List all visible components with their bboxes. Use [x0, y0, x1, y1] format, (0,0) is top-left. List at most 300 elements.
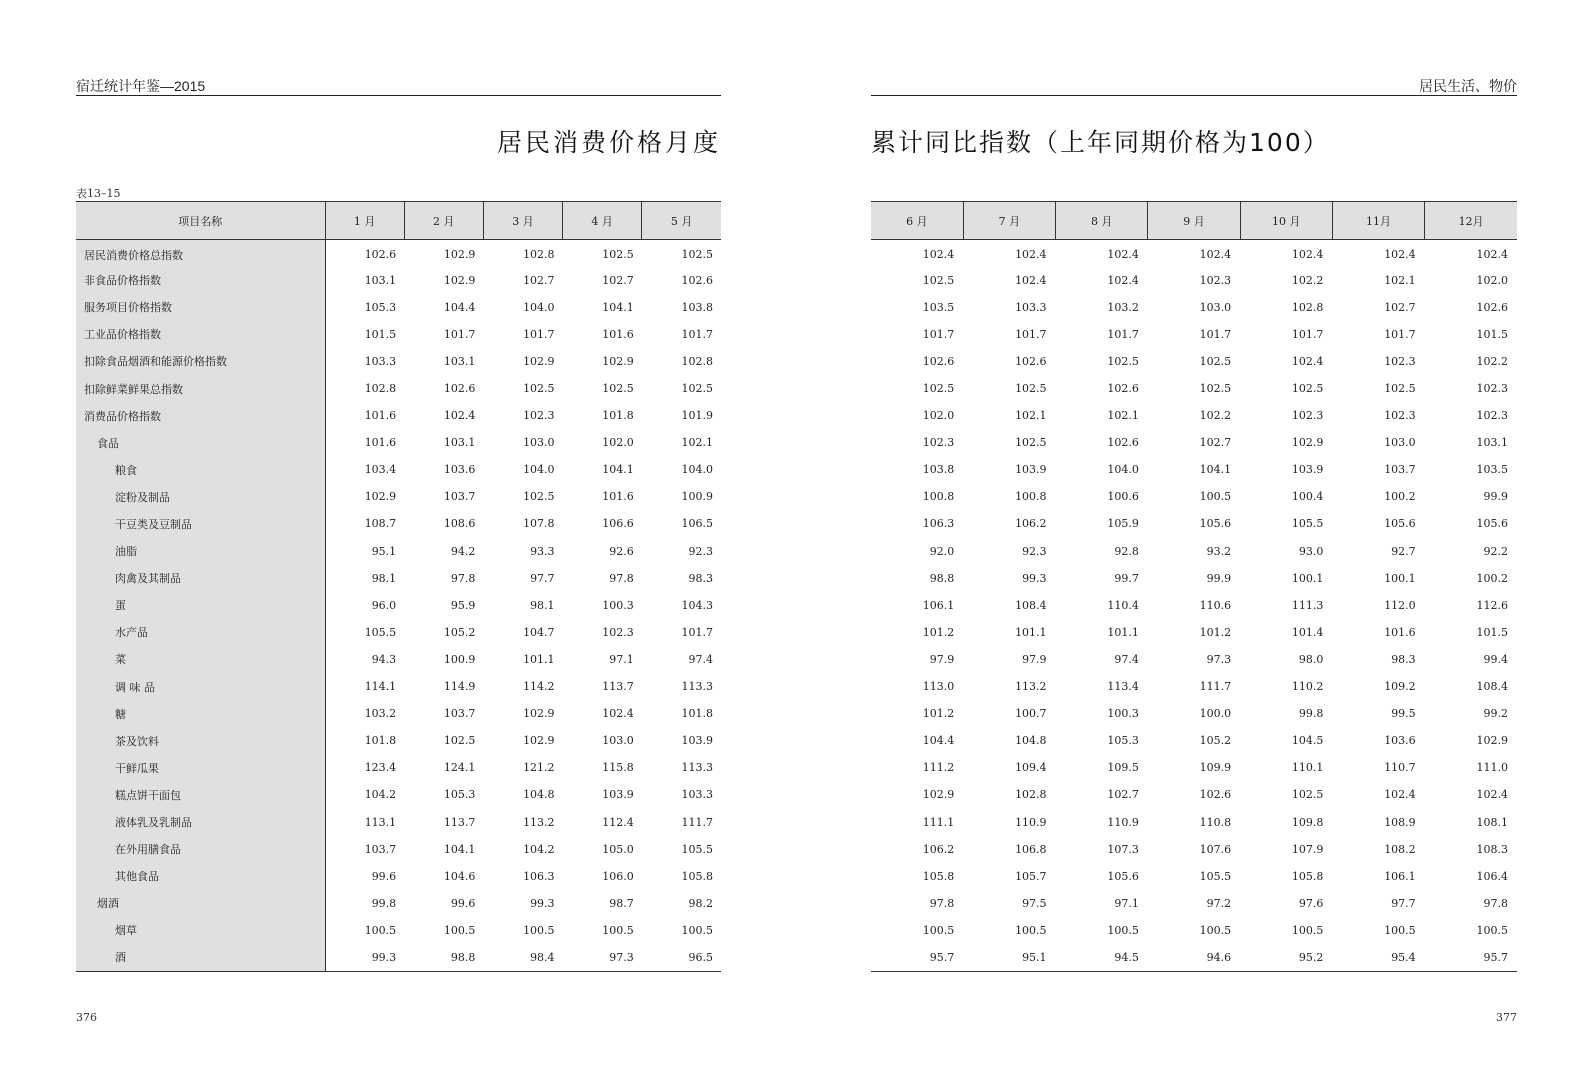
index-value: 111.7: [681, 815, 713, 829]
right-page: [871, 0, 1517, 1077]
index-value: 100.0: [1199, 707, 1232, 721]
index-value: 102.4: [1291, 248, 1324, 262]
index-value: 97.1: [1114, 896, 1139, 910]
index-value: 102.4: [1107, 273, 1139, 287]
index-value: 105.8: [1291, 869, 1324, 883]
table-row: [76, 402, 721, 429]
index-value: 102.7: [1107, 788, 1139, 802]
table-row: [76, 727, 721, 754]
table-row: [871, 510, 1517, 537]
index-value: 103.6: [443, 463, 476, 477]
index-value: 101.6: [602, 490, 634, 504]
row-item-name: 菜: [76, 646, 325, 673]
index-value: 102.3: [1199, 273, 1232, 287]
index-value: 103.4: [364, 463, 397, 477]
index-value: 102.1: [1107, 409, 1139, 423]
index-value: 105.3: [443, 788, 476, 802]
index-value: 95.2: [1240, 944, 1332, 971]
table-row: [76, 294, 721, 321]
index-value: 100.2: [1384, 490, 1416, 504]
row-item-name: 居民消费价格总指数: [76, 240, 325, 267]
index-value: 101.7: [1384, 327, 1416, 341]
index-value: 102.5: [1384, 382, 1416, 396]
index-value: 102.4: [1199, 248, 1232, 262]
index-value: 102.5: [922, 273, 955, 287]
index-value: 102.5: [1199, 354, 1232, 368]
row-item-name: 油脂: [76, 538, 325, 565]
index-value: 102.5: [443, 734, 476, 748]
index-value: 102.9: [922, 788, 955, 802]
index-value: 97.6: [1298, 896, 1324, 910]
index-value: 101.5: [1476, 625, 1508, 639]
index-value: 103.1: [443, 436, 476, 450]
index-value: 103.5: [922, 300, 955, 314]
index-value: 97.8: [609, 571, 634, 585]
row-item-name: 酒: [76, 944, 325, 971]
index-value: 108.7: [364, 517, 397, 531]
table-row: [871, 944, 1517, 971]
index-value: 102.4: [1476, 248, 1508, 262]
table-header-row: [76, 202, 721, 240]
row-item-name: 烟草: [76, 917, 325, 944]
index-value: 109.5: [1107, 761, 1139, 775]
index-value: 105.5: [1291, 517, 1324, 531]
index-value: 106.2: [1015, 517, 1047, 531]
index-value: 103.3: [364, 354, 397, 368]
index-value: 102.6: [1107, 436, 1139, 450]
index-value: 102.1: [1015, 409, 1047, 423]
index-value: 102.9: [1291, 436, 1324, 450]
index-value: 102.3: [922, 436, 955, 450]
index-value: 97.4: [1114, 652, 1139, 666]
index-value: 102.2: [1291, 273, 1324, 287]
index-value: 105.7: [1015, 869, 1047, 883]
index-value: 102.6: [1476, 300, 1508, 314]
index-value: 100.3: [1107, 707, 1139, 721]
page-number-left: 376: [76, 1011, 97, 1024]
index-value: 114.9: [443, 680, 476, 694]
index-value: 103.6: [1384, 734, 1416, 748]
index-value: 102.2: [1476, 354, 1508, 368]
index-value: 97.7: [530, 571, 555, 585]
index-value: 100.5: [1384, 923, 1416, 937]
row-item-name: 干鲜瓜果: [76, 754, 325, 781]
index-value: 102.3: [602, 625, 634, 639]
index-value: 99.5: [1391, 707, 1416, 721]
row-item-name: 烟酒: [76, 890, 325, 917]
index-value: 101.1: [523, 652, 555, 666]
index-value: 104.0: [1107, 463, 1139, 477]
index-value: 106.4: [1476, 869, 1508, 883]
index-value: 104.1: [602, 300, 634, 314]
header-month: 3 月: [483, 202, 562, 240]
index-value: 102.4: [1015, 273, 1047, 287]
index-value: 112.6: [1476, 598, 1508, 612]
price-index-table-right: [871, 201, 1517, 972]
index-value: 111.2: [922, 761, 955, 775]
table-row: [871, 836, 1517, 863]
index-value: 104.1: [602, 463, 634, 477]
index-value: 101.7: [1015, 327, 1047, 341]
running-head-left: 宿迁统计年鉴—2015: [76, 78, 206, 94]
index-value: 99.9: [1483, 490, 1508, 504]
index-value: 102.5: [602, 382, 634, 396]
table-row: [76, 510, 721, 537]
index-value: 99.9: [1206, 571, 1232, 585]
index-value: 110.6: [1199, 598, 1232, 612]
index-value: 102.3: [1476, 409, 1508, 423]
header-month: 12月: [1425, 202, 1517, 240]
header-month: 11月: [1332, 202, 1424, 240]
index-value: 93.2: [1206, 544, 1232, 558]
index-value: 99.3: [530, 896, 555, 910]
index-value: 95.1: [963, 944, 1055, 971]
header-month: 5 月: [642, 202, 721, 240]
index-value: 95.9: [450, 598, 476, 612]
index-value: 110.2: [1291, 680, 1324, 694]
index-value: 102.1: [1384, 273, 1416, 287]
table-body-right: [871, 240, 1517, 972]
index-value: 96.0: [371, 598, 397, 612]
index-value: 103.5: [1476, 463, 1508, 477]
row-item-name: 消费品价格指数: [76, 402, 325, 429]
index-value: 110.8: [1199, 815, 1232, 829]
index-value: 100.9: [443, 652, 476, 666]
table-row: [76, 348, 721, 375]
index-value: 101.2: [922, 625, 955, 639]
index-value: 113.7: [602, 680, 634, 694]
index-value: 100.5: [1291, 923, 1324, 937]
index-value: 103.0: [1384, 436, 1416, 450]
index-value: 102.6: [1199, 788, 1232, 802]
index-value: 106.2: [922, 842, 955, 856]
index-value: 92.0: [929, 544, 955, 558]
index-value: 102.5: [681, 382, 713, 396]
index-value: 102.5: [1199, 382, 1232, 396]
index-value: 92.3: [688, 544, 713, 558]
table-row: [871, 917, 1517, 944]
index-value: 99.6: [371, 869, 397, 883]
index-value: 98.1: [371, 571, 397, 585]
header-month: 6 月: [871, 202, 963, 240]
index-value: 103.9: [1291, 463, 1324, 477]
table-row: [871, 890, 1517, 917]
row-item-name: 水产品: [76, 619, 325, 646]
table-row: [76, 808, 721, 835]
index-value: 102.5: [1291, 382, 1324, 396]
index-value: 101.4: [1291, 625, 1324, 639]
table-row: [871, 267, 1517, 294]
index-value: 103.3: [1015, 300, 1047, 314]
index-value: 102.5: [523, 382, 555, 396]
index-value: 100.5: [1199, 923, 1232, 937]
index-value: 103.0: [602, 734, 634, 748]
index-value: 105.5: [1199, 869, 1232, 883]
row-item-name: 工业品价格指数: [76, 321, 325, 348]
index-value: 93.0: [1298, 544, 1324, 558]
index-value: 106.0: [602, 869, 634, 883]
header-item-name: 项目名称: [76, 202, 325, 240]
index-value: 114.2: [523, 680, 555, 694]
index-value: 102.4: [1291, 354, 1324, 368]
table-row: [871, 863, 1517, 890]
index-value: 103.9: [1015, 463, 1047, 477]
index-value: 105.2: [443, 625, 476, 639]
left-page: [76, 0, 721, 1077]
index-value: 110.7: [1384, 761, 1416, 775]
index-value: 106.3: [922, 517, 955, 531]
index-value: 98.8: [404, 944, 483, 971]
index-value: 104.1: [1199, 463, 1232, 477]
table-row: [871, 619, 1517, 646]
index-value: 99.2: [1483, 707, 1508, 721]
index-value: 101.8: [364, 734, 397, 748]
index-value: 94.6: [1148, 944, 1240, 971]
index-value: 109.4: [1015, 761, 1047, 775]
index-value: 102.6: [681, 273, 713, 287]
row-item-name: 在外用膳食品: [76, 836, 325, 863]
index-value: 115.8: [602, 761, 634, 775]
index-value: 102.3: [1291, 409, 1324, 423]
table-row: [76, 483, 721, 510]
index-value: 99.8: [1298, 707, 1324, 721]
index-value: 100.2: [1476, 571, 1508, 585]
index-value: 97.7: [1391, 896, 1416, 910]
index-value: 98.0: [1298, 652, 1324, 666]
index-value: 101.5: [364, 327, 397, 341]
index-value: 106.6: [602, 517, 634, 531]
index-value: 106.3: [523, 869, 555, 883]
index-value: 102.4: [1107, 248, 1139, 262]
index-value: 103.0: [1199, 300, 1232, 314]
index-value: 103.2: [364, 707, 397, 721]
index-value: 106.5: [681, 517, 713, 531]
index-value: 94.3: [371, 652, 397, 666]
index-value: 104.4: [922, 734, 955, 748]
index-value: 105.6: [1199, 517, 1232, 531]
table-row: [871, 348, 1517, 375]
index-value: 109.8: [1291, 815, 1324, 829]
row-item-name: 服务项目价格指数: [76, 294, 325, 321]
table-row: [76, 944, 721, 971]
index-value: 104.0: [523, 300, 555, 314]
table-number: 表13–15: [76, 187, 121, 200]
row-item-name: 粮食: [76, 456, 325, 483]
index-value: 101.7: [681, 625, 713, 639]
index-value: 106.8: [1015, 842, 1047, 856]
index-value: 102.3: [1384, 354, 1416, 368]
table-row: [871, 646, 1517, 673]
index-value: 105.6: [1476, 517, 1508, 531]
index-value: 99.6: [450, 896, 476, 910]
index-value: 98.3: [688, 571, 713, 585]
index-value: 98.2: [688, 896, 713, 910]
index-value: 103.9: [602, 788, 634, 802]
header-month: 4 月: [563, 202, 642, 240]
index-value: 100.5: [364, 923, 397, 937]
row-item-name: 扣除鲜菜鲜果总指数: [76, 375, 325, 402]
index-value: 104.8: [523, 788, 555, 802]
index-value: 100.1: [1291, 571, 1324, 585]
index-value: 102.9: [523, 707, 555, 721]
index-value: 111.1: [922, 815, 955, 829]
index-value: 110.1: [1291, 761, 1324, 775]
table-row: [76, 429, 721, 456]
index-value: 97.2: [1206, 896, 1232, 910]
index-value: 102.5: [1107, 354, 1139, 368]
index-value: 105.3: [1107, 734, 1139, 748]
index-value: 92.7: [1391, 544, 1416, 558]
index-value: 100.3: [602, 598, 634, 612]
index-value: 105.8: [922, 869, 955, 883]
index-value: 103.7: [364, 842, 397, 856]
table-row: [871, 294, 1517, 321]
index-value: 103.9: [681, 734, 713, 748]
table-row: [76, 456, 721, 483]
index-value: 103.2: [1107, 300, 1139, 314]
row-item-name: 调 味 品: [76, 673, 325, 700]
index-value: 102.4: [1384, 248, 1416, 262]
index-value: 100.9: [681, 490, 713, 504]
table-row: [871, 754, 1517, 781]
index-value: 102.5: [922, 382, 955, 396]
index-value: 108.4: [1476, 680, 1508, 694]
index-value: 107.9: [1291, 842, 1324, 856]
index-value: 111.7: [1199, 680, 1232, 694]
index-value: 105.8: [681, 869, 713, 883]
index-value: 95.4: [1332, 944, 1424, 971]
index-value: 110.4: [1107, 598, 1139, 612]
title-right: 累计同比指数（上年同期价格为100）: [871, 128, 1330, 157]
index-value: 95.1: [371, 544, 397, 558]
index-value: 101.7: [443, 327, 476, 341]
index-value: 104.7: [523, 625, 555, 639]
index-value: 101.7: [922, 327, 955, 341]
index-value: 108.1: [1476, 815, 1508, 829]
index-value: 100.5: [443, 923, 476, 937]
index-value: 103.1: [1476, 436, 1508, 450]
index-value: 102.5: [523, 490, 555, 504]
index-value: 107.3: [1107, 842, 1139, 856]
index-value: 105.2: [1199, 734, 1232, 748]
index-value: 108.4: [1015, 598, 1047, 612]
index-value: 113.7: [443, 815, 476, 829]
table-row: [871, 700, 1517, 727]
index-value: 102.7: [1384, 300, 1416, 314]
index-value: 99.3: [1022, 571, 1047, 585]
index-value: 105.5: [364, 625, 397, 639]
index-value: 98.3: [1391, 652, 1416, 666]
index-value: 97.9: [1022, 652, 1047, 666]
row-item-name: 非食品价格指数: [76, 267, 325, 294]
index-value: 106.1: [1384, 869, 1416, 883]
index-value: 108.3: [1476, 842, 1508, 856]
index-value: 100.6: [1107, 490, 1139, 504]
index-value: 102.9: [523, 734, 555, 748]
header-month: 7 月: [963, 202, 1055, 240]
row-item-name: 干豆类及豆制品: [76, 510, 325, 537]
index-value: 104.0: [681, 463, 713, 477]
index-value: 108.2: [1384, 842, 1416, 856]
table-row: [76, 592, 721, 619]
index-value: 102.4: [602, 707, 634, 721]
index-value: 100.5: [681, 923, 713, 937]
index-value: 109.9: [1199, 761, 1232, 775]
header-month: 9 月: [1148, 202, 1240, 240]
index-value: 101.2: [922, 707, 955, 721]
index-value: 101.7: [1291, 327, 1324, 341]
index-value: 100.5: [1476, 923, 1508, 937]
index-value: 113.0: [922, 680, 955, 694]
index-value: 113.2: [523, 815, 555, 829]
index-value: 97.9: [929, 652, 955, 666]
index-value: 102.1: [681, 436, 713, 450]
running-head-right: 居民生活、物价: [1419, 78, 1517, 94]
header-rule-right: [871, 95, 1517, 96]
index-value: 103.0: [523, 436, 555, 450]
index-value: 101.6: [364, 409, 397, 423]
index-value: 102.9: [443, 273, 476, 287]
index-value: 100.1: [1384, 571, 1416, 585]
index-value: 102.9: [523, 354, 555, 368]
index-value: 100.4: [1291, 490, 1324, 504]
table-row: [871, 592, 1517, 619]
index-value: 100.5: [922, 923, 955, 937]
index-value: 104.2: [523, 842, 555, 856]
index-value: 102.6: [364, 248, 397, 262]
index-value: 102.4: [922, 248, 955, 262]
index-value: 104.8: [1015, 734, 1047, 748]
index-value: 111.0: [1476, 761, 1508, 775]
header-month: 10 月: [1240, 202, 1332, 240]
index-value: 102.6: [1107, 382, 1139, 396]
index-value: 114.1: [364, 680, 397, 694]
index-value: 105.9: [1107, 517, 1139, 531]
table-row: [871, 538, 1517, 565]
index-value: 104.3: [681, 598, 713, 612]
index-value: 103.1: [364, 273, 397, 287]
index-value: 103.3: [681, 788, 713, 802]
title-left: 居民消费价格月度: [496, 128, 721, 157]
table-row: [871, 673, 1517, 700]
index-value: 103.8: [681, 300, 713, 314]
index-value: 97.8: [450, 571, 476, 585]
index-value: 94.5: [1056, 944, 1148, 971]
index-value: 113.1: [364, 815, 397, 829]
header-rule-left: [76, 95, 721, 96]
table-row: [871, 483, 1517, 510]
index-value: 102.3: [1384, 409, 1416, 423]
table-row: [76, 754, 721, 781]
index-value: 102.8: [1015, 788, 1047, 802]
table-row: [76, 565, 721, 592]
index-value: 101.1: [1107, 625, 1139, 639]
table-row: [76, 619, 721, 646]
table-row: [871, 429, 1517, 456]
table-row: [76, 890, 721, 917]
index-value: 101.8: [602, 409, 634, 423]
table-row: [871, 808, 1517, 835]
table-row: [76, 321, 721, 348]
index-value: 107.8: [523, 517, 555, 531]
index-value: 102.9: [364, 490, 397, 504]
header-month: 2 月: [404, 202, 483, 240]
index-value: 98.4: [483, 944, 562, 971]
index-value: 102.3: [1476, 382, 1508, 396]
index-value: 104.6: [443, 869, 476, 883]
index-value: 97.8: [929, 896, 955, 910]
index-value: 102.9: [602, 354, 634, 368]
